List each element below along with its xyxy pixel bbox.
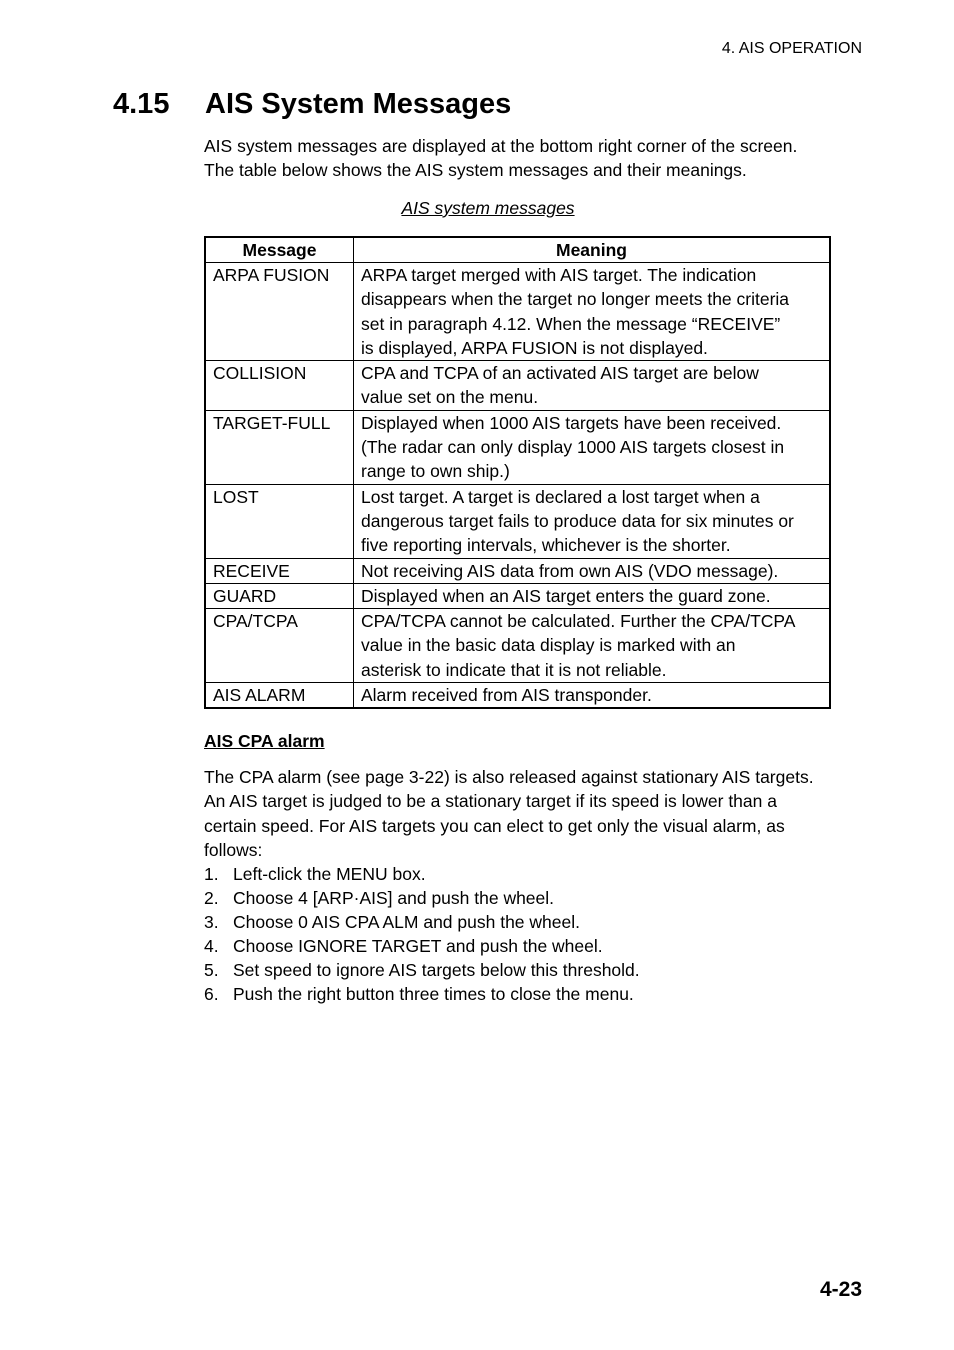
step-number: 4. bbox=[204, 936, 219, 957]
step-number: 3. bbox=[204, 912, 219, 933]
list-item bbox=[204, 958, 864, 982]
list-item bbox=[204, 910, 864, 934]
meaning-line: (The radar can only display 1000 AIS targets closest in bbox=[361, 437, 785, 458]
intro-paragraph bbox=[204, 134, 864, 182]
procedure-steps bbox=[204, 862, 864, 1007]
cpa-paragraph bbox=[204, 765, 864, 862]
step-text: Choose IGNORE TARGET and push the wheel. bbox=[233, 936, 603, 957]
meaning-cell bbox=[354, 484, 831, 558]
meaning-cell bbox=[354, 583, 831, 608]
paragraph-line: follows: bbox=[204, 839, 263, 860]
meaning-line: five reporting intervals, whichever is the shorter. bbox=[361, 535, 731, 556]
step-number: 6. bbox=[204, 984, 219, 1005]
message-cell: AIS ALARM bbox=[205, 683, 354, 709]
step-number: 5. bbox=[204, 960, 219, 981]
step-number: 1. bbox=[204, 864, 219, 884]
table-row bbox=[205, 263, 830, 361]
meaning-line: Displayed when 1000 AIS targets have been received. bbox=[361, 412, 782, 433]
section-title bbox=[113, 88, 511, 121]
section-title-text: AIS System Messages bbox=[205, 88, 512, 120]
meaning-line: value in the basic data display is marked with an bbox=[361, 635, 736, 656]
meaning-line: CPA and TCPA of an activated AIS target are below bbox=[361, 363, 759, 384]
step-number: 2. bbox=[204, 888, 219, 909]
meaning-line: ARPA target merged with AIS target. The indication bbox=[361, 265, 757, 285]
paragraph-line: An AIS target is judged to be a stationary target if its speed is lower than a bbox=[204, 791, 777, 812]
step-text: Push the right button three times to close the menu. bbox=[233, 984, 634, 1005]
meaning-line: asterisk to indicate that it is not reliable. bbox=[361, 659, 667, 680]
paragraph-line: The CPA alarm (see page 3-22) is also released against stationary AIS targets. bbox=[204, 767, 814, 787]
message-cell: TARGET-FULL bbox=[205, 410, 354, 484]
message-cell: GUARD bbox=[205, 583, 354, 608]
message-cell: LOST bbox=[205, 484, 354, 558]
meaning-line: range to own ship.) bbox=[361, 461, 510, 482]
meaning-line: is displayed, ARPA FUSION is not displayed. bbox=[361, 337, 708, 358]
table-row bbox=[205, 558, 830, 583]
table-row bbox=[205, 609, 830, 683]
column-header-message: Message bbox=[205, 237, 354, 263]
paragraph-line: certain speed. For AIS targets you can elect to get only the visual alarm, as bbox=[204, 815, 785, 836]
intro-line: AIS system messages are displayed at the bottom right corner of the screen. bbox=[204, 136, 798, 156]
list-item bbox=[204, 886, 864, 910]
meaning-line: Lost target. A target is declared a lost target when a bbox=[361, 486, 760, 507]
running-head: 4. AIS OPERATION bbox=[721, 40, 862, 57]
step-text: Choose 0 AIS CPA ALM and push the wheel. bbox=[233, 912, 580, 933]
table-row bbox=[205, 484, 830, 558]
meaning-line: set in paragraph 4.12. When the message “RECEIVE” bbox=[361, 313, 781, 334]
table-row bbox=[205, 410, 830, 484]
section-number: 4.15 bbox=[113, 88, 170, 120]
meaning-line: value set on the menu. bbox=[361, 387, 539, 408]
meaning-line: disappears when the target no longer meets the criteria bbox=[361, 289, 790, 310]
list-item bbox=[204, 934, 864, 958]
meaning-line: CPA/TCPA cannot be calculated. Further the CPA/TCPA bbox=[361, 611, 796, 632]
column-header-meaning: Meaning bbox=[354, 237, 831, 263]
messages-table bbox=[204, 236, 831, 709]
intro-line: The table below shows the AIS system messages and their meanings. bbox=[204, 160, 747, 180]
meaning-cell bbox=[354, 683, 831, 709]
meaning-cell bbox=[354, 609, 831, 683]
meaning-cell bbox=[354, 410, 831, 484]
step-text: Choose 4 [ARP·AIS] and push the wheel. bbox=[233, 888, 555, 909]
message-cell: COLLISION bbox=[205, 361, 354, 411]
subsection-title: AIS CPA alarm bbox=[204, 731, 325, 751]
step-text: Left-click the MENU box. bbox=[233, 864, 426, 884]
table-header-row bbox=[205, 237, 830, 263]
message-cell: ARPA FUSION bbox=[205, 263, 354, 361]
meaning-cell bbox=[354, 361, 831, 411]
table-row bbox=[205, 683, 830, 709]
meaning-line: Alarm received from AIS transponder. bbox=[361, 685, 652, 706]
meaning-cell bbox=[354, 558, 831, 583]
table-row bbox=[205, 583, 830, 608]
meaning-line: Displayed when an AIS target enters the guard zone. bbox=[361, 585, 771, 606]
message-cell: CPA/TCPA bbox=[205, 609, 354, 683]
meaning-line: dangerous target fails to produce data for six minutes or bbox=[361, 510, 794, 531]
message-cell: RECEIVE bbox=[205, 558, 354, 583]
table-caption: AIS system messages bbox=[401, 198, 575, 218]
table-row bbox=[205, 361, 830, 411]
meaning-line: Not receiving AIS data from own AIS (VDO message). bbox=[361, 560, 779, 581]
list-item bbox=[204, 982, 864, 1006]
page-number: 4-23 bbox=[819, 1278, 862, 1301]
step-text: Set speed to ignore AIS targets below this threshold. bbox=[233, 960, 640, 981]
meaning-cell bbox=[354, 263, 831, 361]
list-item bbox=[204, 862, 864, 886]
